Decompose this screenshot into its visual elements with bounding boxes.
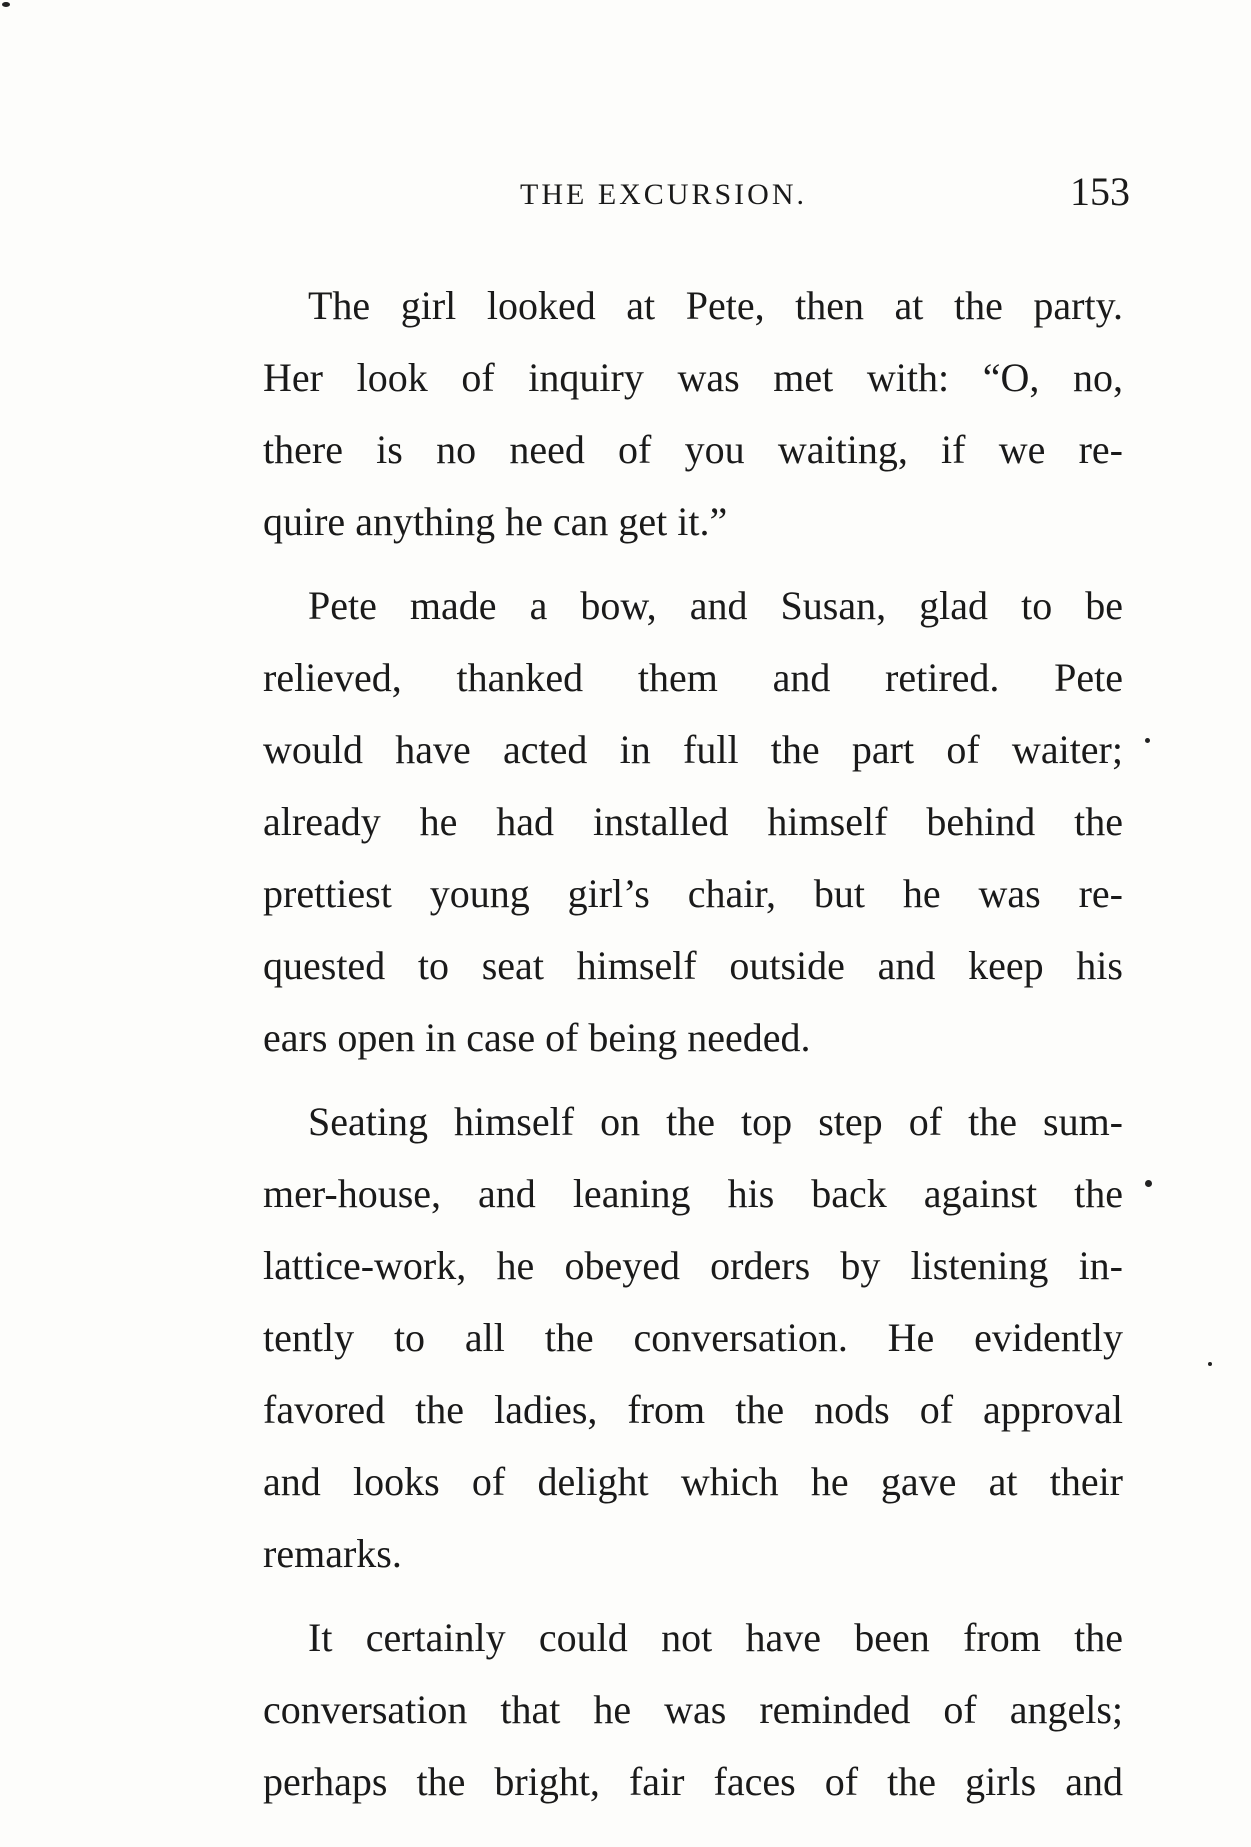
text-line: mer-house, and leaning his back against the bbox=[263, 1171, 1123, 1216]
text-line: relieved, thanked them and retired. Pete bbox=[263, 655, 1123, 700]
text-line: lattice-work, he obeyed orders by listening in- bbox=[263, 1243, 1123, 1288]
text-line: Seating himself on the top step of the sum- bbox=[308, 1099, 1123, 1144]
page-number: 153 bbox=[1070, 169, 1130, 214]
paragraph bbox=[263, 570, 1123, 1074]
text-line: Pete made a bow, and Susan, glad to be bbox=[308, 583, 1123, 628]
text-line: would have acted in full the part of waiter; bbox=[263, 727, 1123, 772]
running-title: THE EXCURSION. bbox=[520, 178, 807, 211]
paragraph bbox=[263, 1602, 1123, 1818]
text-line: perhaps the bright, fair faces of the girls and bbox=[263, 1759, 1123, 1804]
ink-speck bbox=[1145, 738, 1150, 743]
text-line: favored the ladies, from the nods of approval bbox=[263, 1387, 1123, 1432]
ink-speck bbox=[1145, 1180, 1152, 1187]
paragraph bbox=[263, 270, 1123, 558]
text-line: quested to seat himself outside and keep his bbox=[263, 943, 1123, 988]
text-line: Her look of inquiry was met with: “O, no, bbox=[263, 355, 1123, 400]
text-line: already he had installed himself behind the bbox=[263, 799, 1123, 844]
text-line: there is no need of you waiting, if we re- bbox=[263, 427, 1123, 472]
text-line: and looks of delight which he gave at their bbox=[263, 1459, 1123, 1504]
ink-speck bbox=[2, 2, 10, 7]
text-line: The girl looked at Pete, then at the party. bbox=[308, 283, 1123, 328]
body-text bbox=[263, 270, 1123, 1830]
ink-speck bbox=[1208, 1362, 1212, 1366]
text-line: ears open in case of being needed. bbox=[263, 1015, 811, 1060]
paragraph bbox=[263, 1086, 1123, 1590]
text-line: It certainly could not have been from the bbox=[308, 1615, 1123, 1660]
text-line: conversation that he was reminded of angels; bbox=[263, 1687, 1123, 1732]
text-line: tently to all the conversation. He evidently bbox=[263, 1315, 1123, 1360]
text-line: prettiest young girl’s chair, but he was re- bbox=[263, 871, 1123, 916]
page-header bbox=[260, 168, 1130, 228]
text-line: quire anything he can get it.” bbox=[263, 499, 728, 544]
text-line: remarks. bbox=[263, 1531, 402, 1576]
